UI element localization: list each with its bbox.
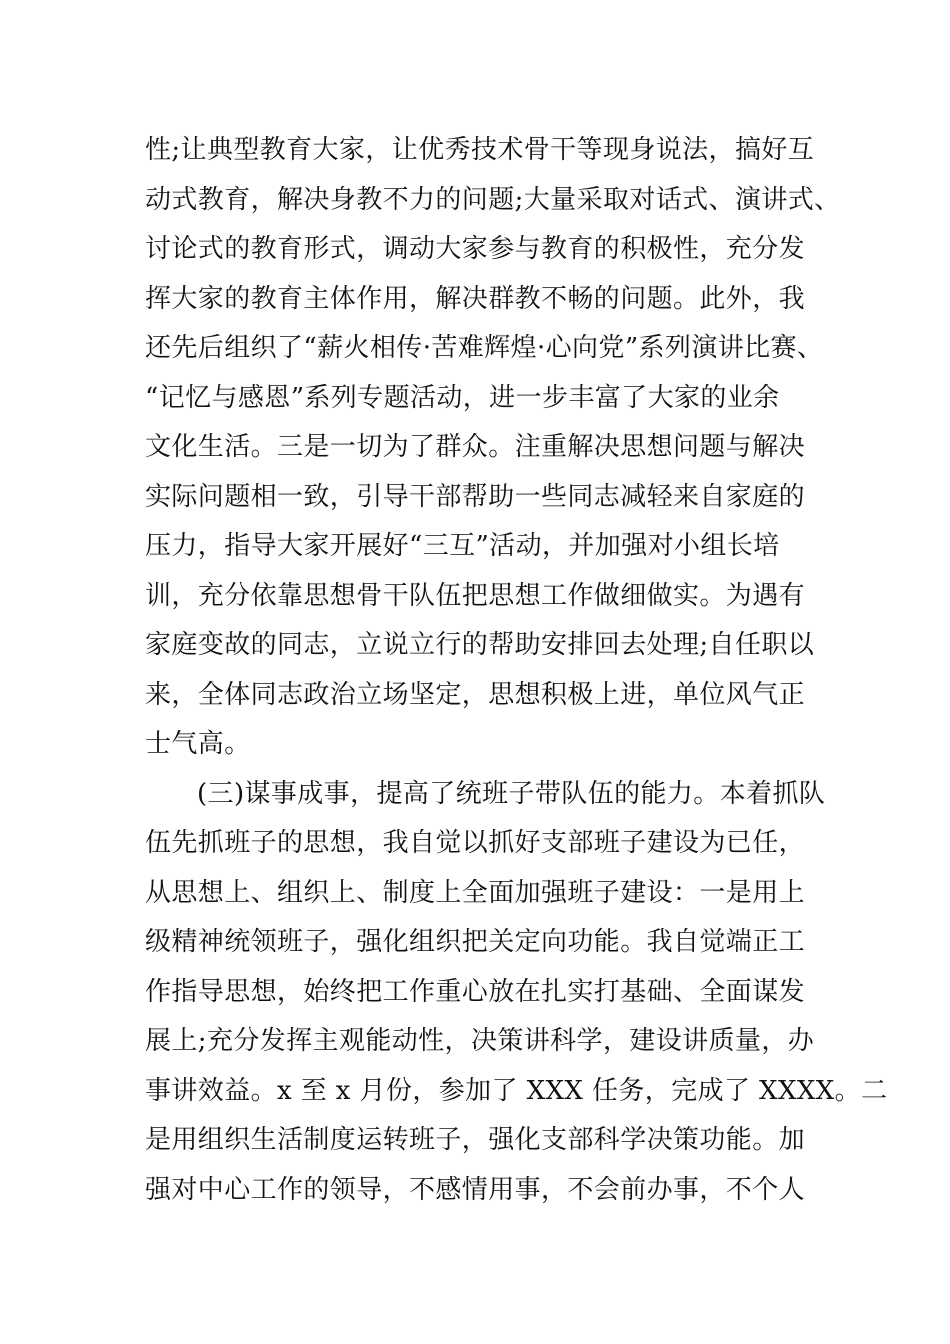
text-line: 压力，指导大家开展好“三互”活动，并加强对小组长培 (145, 531, 780, 561)
paragraph-first-line: (三)谋事成事，提高了统班子带队伍的能力。本着抓队 (197, 778, 826, 809)
text-line: 实际问题相一致，引导干部帮助一些同志减轻来自家庭的 (145, 481, 806, 512)
document-body (145, 126, 888, 1215)
text-line: 从思想上、组织上、制度上全面加强班子建设：一是用上 (145, 877, 806, 908)
text-line: 伍先抓班子的思想，我自觉以抓好支部班子建设为已任， (145, 828, 806, 858)
text-line: 展上;充分发挥主观能动性，决策讲科学，建设讲质量，办 (145, 1026, 815, 1056)
text-line: 事讲效益。x 至 x 月份，参加了 XXX 任务，完成了 XXXX。二 (145, 1075, 888, 1106)
text-line: 级精神统领班子，强化组织把关定向功能。我自觉端正工 (145, 927, 806, 957)
text-line: “记忆与感恩”系列专题活动，进一步丰富了大家的业余 (145, 382, 780, 413)
text-line: 还先后组织了“薪火相传·苦难辉煌·心向党”系列演讲比赛、 (145, 333, 824, 363)
text-line: 性;让典型教育大家，让优秀技术骨干等现身说法，搞好互 (145, 135, 815, 165)
text-line: 动式教育，解决身教不力的问题;大量采取对话式、演讲式、 (145, 184, 841, 215)
text-line: 来，全体同志政治立场坚定，思想积极上进，单位风气正 (145, 679, 806, 710)
text-line: 士气高。 (145, 729, 251, 759)
text-line: 训，充分依靠思想骨干队伍把思想工作做细做实。为遇有 (145, 580, 806, 611)
text-line: 是用组织生活制度运转班子，强化支部科学决策功能。加 (145, 1125, 806, 1155)
text-line: 作指导思想，始终把工作重心放在扎实打基础、全面谋发 (145, 976, 806, 1007)
text-line: 讨论式的教育形式，调动大家参与教育的积极性，充分发 (145, 234, 806, 264)
text-line: 强对中心工作的领导，不感情用事，不会前办事，不个人 (145, 1174, 806, 1205)
text-line: 家庭变故的同志，立说立行的帮助安排回去处理;自任职以 (145, 630, 815, 660)
text-line: 文化生活。三是一切为了群众。注重解决思想问题与解决 (145, 432, 806, 462)
text-line: 挥大家的教育主体作用，解决群教不畅的问题。此外，我 (145, 283, 806, 314)
